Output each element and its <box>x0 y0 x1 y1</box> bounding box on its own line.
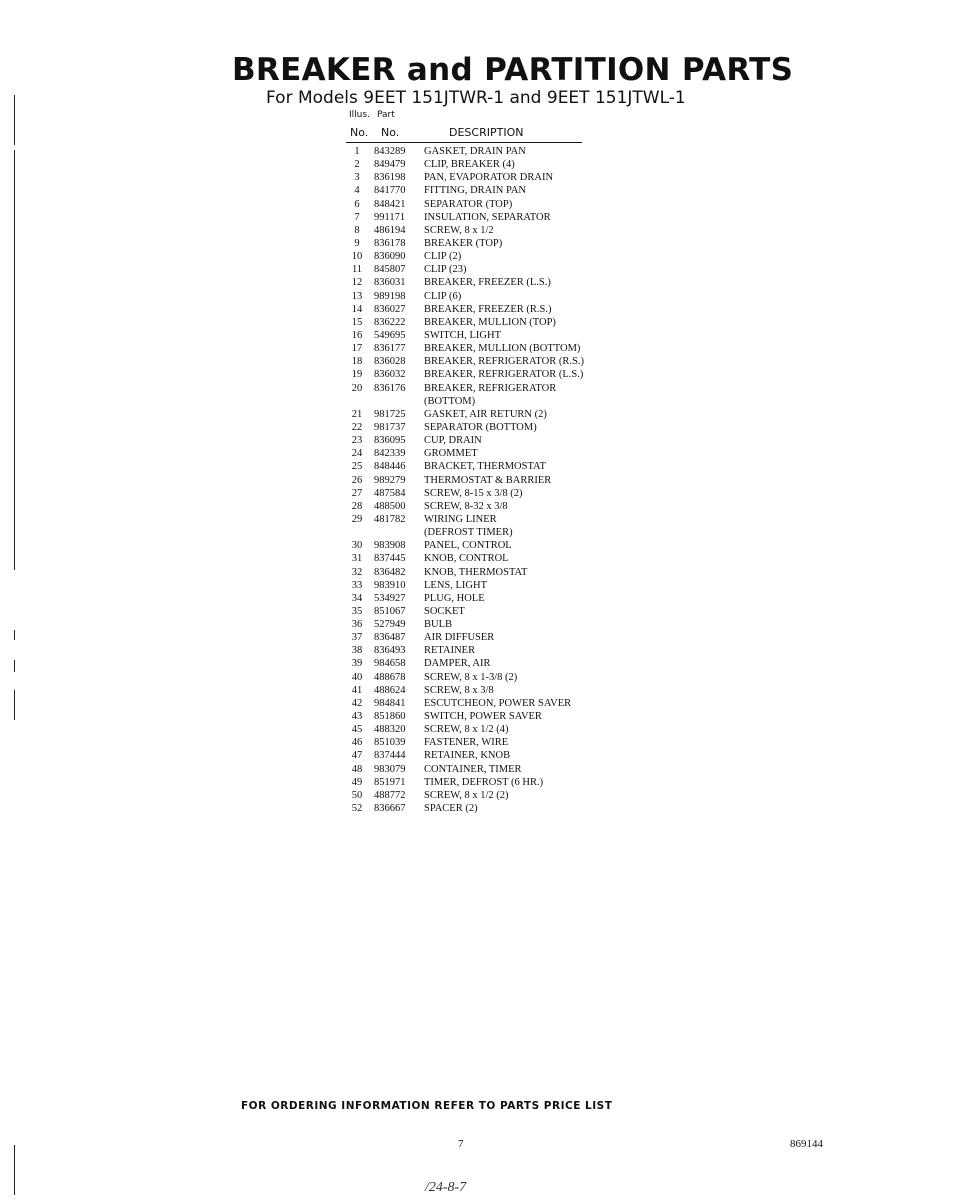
description: AIR DIFFUSER <box>424 632 495 644</box>
description: SCREW, 8-32 x 3/8 <box>424 500 508 512</box>
part-no: 836493 <box>374 645 406 657</box>
table-row <box>346 276 606 289</box>
description: DAMPER, AIR <box>424 658 491 670</box>
part-no: 534927 <box>374 592 406 604</box>
illus-no: 12 <box>351 277 363 289</box>
table-row <box>346 802 606 815</box>
description: (BOTTOM) <box>424 395 476 407</box>
description: SEPARATOR (TOP) <box>424 198 513 210</box>
part-no: 836095 <box>374 435 406 447</box>
illus-no: 26 <box>351 474 363 486</box>
part-no: 983910 <box>374 579 406 591</box>
part-no: 488772 <box>374 789 406 801</box>
part-no: 486194 <box>374 224 406 236</box>
illus-no: 13 <box>351 290 363 302</box>
part-no: 487584 <box>374 487 406 499</box>
ordering-note: FOR ORDERING INFORMATION REFER TO PARTS PRICE LIST <box>241 1100 613 1112</box>
illus-no: 15 <box>351 316 363 328</box>
description: CONTAINER, TIMER <box>424 763 522 775</box>
col-illus-top: Illus. <box>349 110 370 120</box>
description: KNOB, THERMOSTAT <box>424 566 528 578</box>
part-no: 836178 <box>374 237 406 249</box>
description: CLIP (23) <box>424 264 467 276</box>
description: PANEL, CONTROL <box>424 540 512 552</box>
table-row <box>346 408 606 421</box>
col-no-header: No. <box>350 126 369 139</box>
table-row <box>346 368 606 381</box>
description: FITTING, DRAIN PAN <box>424 185 526 197</box>
description: GROMMET <box>424 448 478 460</box>
description: KNOB, CONTROL <box>424 553 509 565</box>
part-no: 836482 <box>374 566 406 578</box>
part-no: 836032 <box>374 369 406 381</box>
illus-no: 6 <box>354 198 360 210</box>
page-number: 7 <box>458 1138 464 1150</box>
part-no: 991171 <box>374 211 406 223</box>
part-no: 836028 <box>374 356 406 368</box>
illus-no: 9 <box>354 237 360 249</box>
part-no: 841770 <box>374 185 406 197</box>
illus-no: 18 <box>351 356 363 368</box>
table-row <box>346 329 606 342</box>
table-row <box>346 184 606 197</box>
illus-no: 1 <box>354 146 360 157</box>
table-row <box>346 618 606 631</box>
description: RETAINER, KNOB <box>424 750 511 762</box>
part-no: 836198 <box>374 172 406 184</box>
description: SCREW, 8 x 1/2 (2) <box>424 789 509 801</box>
illus-no: 21 <box>351 408 363 420</box>
illus-no: 2 <box>354 159 360 171</box>
description: SWITCH, POWER SAVER <box>424 711 542 723</box>
part-no: 851860 <box>374 711 406 723</box>
table-row <box>346 776 606 789</box>
page-subtitle: For Models 9EET 151JTWR-1 and 9EET 151JTWL-1 <box>266 88 686 108</box>
scan-edge-mark <box>14 660 15 672</box>
header-rule <box>346 142 582 143</box>
description: BRACKET, THERMOSTAT <box>424 461 546 473</box>
table-row <box>346 500 606 513</box>
table-row <box>346 290 606 303</box>
part-no: 481782 <box>374 513 406 525</box>
description: CLIP (6) <box>424 290 462 302</box>
description: CLIP (2) <box>424 251 462 263</box>
table-row <box>346 592 606 605</box>
scan-edge-mark <box>14 150 15 570</box>
illus-no: 34 <box>351 592 363 604</box>
table-row <box>346 263 606 276</box>
illus-no: 27 <box>351 487 363 499</box>
illus-no: 30 <box>351 540 363 552</box>
illus-no: 35 <box>351 605 363 617</box>
illus-no: 25 <box>351 461 363 473</box>
col-description-header: DESCRIPTION <box>449 126 524 139</box>
table-row <box>346 171 606 184</box>
part-no: 488624 <box>374 684 406 696</box>
table-row <box>346 316 606 329</box>
part-no: 488678 <box>374 671 406 683</box>
description: BREAKER, FREEZER (R.S.) <box>424 303 552 315</box>
illus-no: 50 <box>351 789 363 801</box>
description: SCREW, 8 x 1/2 (4) <box>424 724 509 736</box>
description: BREAKER (TOP) <box>424 237 503 249</box>
part-no: 837445 <box>374 553 406 565</box>
part-no: 836027 <box>374 303 406 315</box>
table-row <box>346 460 606 473</box>
table-row <box>346 395 606 408</box>
description: CUP, DRAIN <box>424 435 482 447</box>
illus-no: 33 <box>351 579 363 591</box>
description: PLUG, HOLE <box>424 592 485 604</box>
table-row <box>346 631 606 644</box>
description: SCREW, 8 x 3/8 <box>424 684 494 696</box>
table-row <box>346 382 606 395</box>
illus-no: 38 <box>351 645 363 657</box>
illus-no: 29 <box>351 513 363 525</box>
table-row <box>346 145 606 158</box>
part-no: 989198 <box>374 290 406 302</box>
part-no: 836090 <box>374 251 406 263</box>
part-no: 984658 <box>374 658 406 670</box>
description: BREAKER, FREEZER (L.S.) <box>424 277 551 289</box>
description: BREAKER, MULLION (BOTTOM) <box>424 343 581 355</box>
part-no: 836176 <box>374 382 406 394</box>
table-row <box>346 434 606 447</box>
table-row <box>346 697 606 710</box>
description: (DEFROST TIMER) <box>424 527 513 539</box>
illus-no: 17 <box>351 343 363 355</box>
table-row <box>346 723 606 736</box>
scan-edge-mark <box>14 690 15 720</box>
illus-no: 7 <box>354 211 360 223</box>
part-no: 842339 <box>374 448 406 460</box>
illus-no: 16 <box>351 329 363 341</box>
part-no: 836031 <box>374 277 406 289</box>
description: SPACER (2) <box>424 803 478 815</box>
part-no: 845807 <box>374 264 406 276</box>
description: ESCUTCHEON, POWER SAVER <box>424 697 572 709</box>
table-row <box>346 789 606 802</box>
description: GASKET, DRAIN PAN <box>424 146 526 157</box>
description: SCREW, 8 x 1/2 <box>424 224 494 236</box>
description: SWITCH, LIGHT <box>424 329 501 341</box>
description: BREAKER, REFRIGERATOR (R.S.) <box>424 356 584 368</box>
description: INSULATION, SEPARATOR <box>424 211 551 223</box>
part-no: 837444 <box>374 750 406 762</box>
illus-no: 28 <box>351 500 363 512</box>
description: PAN, EVAPORATOR DRAIN <box>424 172 554 184</box>
part-no: 851971 <box>374 776 406 788</box>
illus-no: 43 <box>351 711 363 723</box>
description: RETAINER <box>424 645 476 657</box>
description: SCREW, 8 x 1-3/8 (2) <box>424 671 518 683</box>
part-no: 488320 <box>374 724 406 736</box>
part-no: 983079 <box>374 763 406 775</box>
table-row <box>346 552 606 565</box>
table-row <box>346 657 606 670</box>
illus-no: 14 <box>351 303 363 315</box>
table-row <box>346 224 606 237</box>
table-row <box>346 644 606 657</box>
illus-no: 41 <box>351 684 363 696</box>
table-row <box>346 579 606 592</box>
part-no: 549695 <box>374 329 406 341</box>
illus-no: 46 <box>351 737 363 749</box>
illus-no: 39 <box>351 658 363 670</box>
part-no: 851039 <box>374 737 406 749</box>
description: BULB <box>424 619 453 631</box>
description: CLIP, BREAKER (4) <box>424 159 515 171</box>
illus-no: 4 <box>354 185 360 197</box>
description: BREAKER, REFRIGERATOR (L.S.) <box>424 369 584 381</box>
part-no: 836667 <box>374 803 406 815</box>
illus-no: 3 <box>354 172 360 184</box>
illus-no: 24 <box>351 448 363 460</box>
table-row <box>346 763 606 776</box>
scan-edge-mark <box>14 95 15 145</box>
illus-no: 32 <box>351 566 363 578</box>
illus-no: 40 <box>351 671 363 683</box>
description: BREAKER, MULLION (TOP) <box>424 316 556 328</box>
part-no: 488500 <box>374 500 406 512</box>
table-row <box>346 749 606 762</box>
table-row <box>346 566 606 579</box>
table-row <box>346 342 606 355</box>
illus-no: 11 <box>351 264 363 276</box>
part-no: 981737 <box>374 421 406 433</box>
table-row <box>346 237 606 250</box>
description: BREAKER, REFRIGERATOR <box>424 382 557 394</box>
illus-no: 22 <box>351 421 363 433</box>
illus-no: 10 <box>351 251 363 263</box>
illus-no: 36 <box>351 619 363 631</box>
page-title: BREAKER and PARTITION PARTS <box>232 52 794 88</box>
part-no: 848446 <box>374 461 406 473</box>
illus-no: 8 <box>354 224 360 236</box>
description: LENS, LIGHT <box>424 579 487 591</box>
description: TIMER, DEFROST (6 HR.) <box>424 776 544 788</box>
table-row <box>346 710 606 723</box>
part-no: 983908 <box>374 540 406 552</box>
table-row <box>346 421 606 434</box>
illus-no: 45 <box>351 724 363 736</box>
part-no: 527949 <box>374 619 406 631</box>
table-row <box>346 355 606 368</box>
table-row <box>346 736 606 749</box>
table-row <box>346 158 606 171</box>
part-no: 836177 <box>374 343 406 355</box>
illus-no: 37 <box>351 632 363 644</box>
table-row <box>346 211 606 224</box>
illus-no: 52 <box>351 803 363 815</box>
part-no: 851067 <box>374 605 406 617</box>
description: WIRING LINER <box>424 513 497 525</box>
table-row <box>346 250 606 263</box>
table-row <box>346 605 606 618</box>
parts-list <box>346 145 606 815</box>
scan-edge-mark <box>14 1145 15 1195</box>
illus-no: 47 <box>351 750 363 762</box>
illus-no: 31 <box>351 553 363 565</box>
illus-no: 42 <box>351 697 363 709</box>
table-row <box>346 303 606 316</box>
scan-edge-mark <box>14 630 15 640</box>
table-row <box>346 198 606 211</box>
illus-no: 23 <box>351 435 363 447</box>
table-row <box>346 487 606 500</box>
table-row <box>346 684 606 697</box>
description: GASKET, AIR RETURN (2) <box>424 408 547 420</box>
part-no: 981725 <box>374 408 406 420</box>
description: FASTENER, WIRE <box>424 737 509 749</box>
document-number: 869144 <box>790 1138 823 1150</box>
illus-no: 49 <box>351 776 363 788</box>
part-no: 836222 <box>374 316 406 328</box>
table-row <box>346 474 606 487</box>
table-row <box>346 447 606 460</box>
table-row <box>346 539 606 552</box>
part-no: 989279 <box>374 474 406 486</box>
description: SCREW, 8-15 x 3/8 (2) <box>424 487 523 499</box>
part-no: 848421 <box>374 198 406 210</box>
description: SEPARATOR (BOTTOM) <box>424 421 537 433</box>
handwritten-note: /24-8-7 <box>425 1180 467 1195</box>
col-part-top: Part <box>377 110 395 120</box>
table-row <box>346 671 606 684</box>
description: THERMOSTAT & BARRIER <box>424 474 552 486</box>
illus-no: 19 <box>351 369 363 381</box>
table-row <box>346 513 606 526</box>
part-no: 843289 <box>374 146 406 157</box>
illus-no: 48 <box>351 763 363 775</box>
col-part-no-header: No. <box>381 126 400 139</box>
part-no: 849479 <box>374 159 406 171</box>
illus-no: 20 <box>351 382 363 394</box>
table-row <box>346 526 606 539</box>
part-no: 836487 <box>374 632 406 644</box>
part-no: 984841 <box>374 697 406 709</box>
description: SOCKET <box>424 605 465 617</box>
